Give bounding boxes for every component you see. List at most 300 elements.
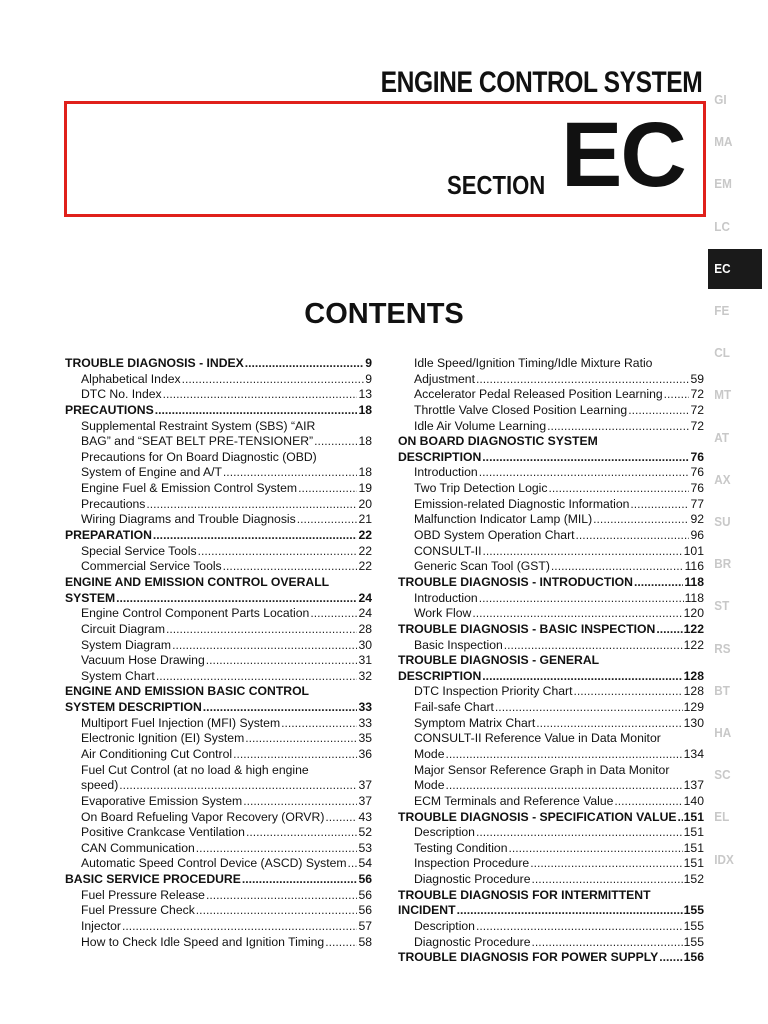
toc-entry[interactable]	[65, 684, 372, 700]
toc-leader-dots	[223, 559, 358, 575]
toc-entry[interactable]	[65, 591, 372, 607]
toc-entry[interactable]	[65, 841, 372, 857]
toc-entry[interactable]	[398, 465, 704, 481]
toc-entry-title: ON BOARD DIAGNOSTIC SYSTEM	[398, 434, 598, 449]
section-tab-su[interactable]: SU	[714, 514, 731, 529]
section-tab-rs[interactable]: RS	[714, 640, 731, 656]
toc-entry-title: Accelerator Pedal Released Position Learning	[414, 387, 663, 402]
toc-entry-title: DESCRIPTION	[398, 668, 482, 683]
toc-entry[interactable]	[398, 387, 704, 403]
toc-entry-title: TROUBLE DIAGNOSIS - GENERAL	[398, 653, 600, 668]
toc-entry[interactable]	[398, 434, 704, 450]
toc-entry-title: How to Check Idle Speed and Ignition Timing	[81, 934, 325, 949]
toc-entry[interactable]	[65, 450, 372, 466]
toc-entry[interactable]	[398, 512, 704, 528]
toc-page-number: 134	[683, 747, 704, 761]
section-tab-ha[interactable]: HA	[714, 725, 732, 740]
toc-entry[interactable]	[398, 372, 704, 388]
toc-leader-dots	[245, 356, 364, 372]
toc-entry-title: DESCRIPTION	[398, 449, 482, 464]
toc-leader-dots	[153, 528, 358, 544]
toc-entry-title: System Diagram	[81, 637, 172, 652]
toc-entry[interactable]	[65, 622, 372, 638]
toc-leader-dots	[530, 857, 682, 873]
toc-leader-dots	[659, 950, 682, 966]
toc-leader-dots	[551, 559, 684, 575]
toc-entry-title: TROUBLE DIAGNOSIS - BASIC INSPECTION	[398, 621, 656, 636]
toc-entry-title: Supplemental Restraint System (SBS) “AIR	[81, 418, 316, 433]
section-frame	[64, 101, 706, 217]
toc-entry-title: Vacuum Hose Drawing	[81, 653, 205, 668]
section-tab-mt[interactable]: MT	[714, 387, 732, 403]
toc-entry[interactable]	[398, 450, 704, 466]
toc-leader-dots	[146, 497, 357, 513]
toc-page-number: 151	[683, 856, 704, 871]
toc-page-number: 21	[358, 512, 372, 527]
toc-entry-title: Positive Crankcase Ventilation	[81, 825, 245, 840]
toc-entry-title: CONSULT-II Reference Value in Data Monitor	[414, 731, 661, 746]
toc-entry[interactable]	[65, 606, 372, 622]
toc-entry-title: DTC No. Index	[81, 387, 162, 402]
toc-leader-dots	[246, 825, 357, 841]
toc-leader-dots	[196, 841, 358, 857]
section-tab-ma[interactable]: MA	[714, 134, 733, 150]
toc-entry[interactable]	[65, 497, 372, 513]
toc-entry-title: TROUBLE DIAGNOSIS FOR POWER SUPPLY	[398, 950, 659, 965]
toc-entry[interactable]	[398, 778, 704, 794]
toc-entry-title: Description	[414, 825, 475, 840]
toc-entry[interactable]	[398, 419, 704, 435]
section-tab-lc[interactable]: LC	[714, 218, 730, 234]
toc-entry-title: Two Trip Detection Logic	[414, 481, 548, 496]
toc-page-number: 36	[358, 747, 372, 761]
toc-leader-dots	[483, 544, 683, 560]
toc-page-number: 129	[683, 700, 704, 715]
section-tab-ec[interactable]: EC	[708, 249, 762, 289]
toc-page-number: 76	[690, 449, 704, 464]
toc-page-number: 30	[358, 637, 372, 652]
toc-entry-title: Injector	[81, 919, 121, 934]
toc-page-number: 152	[683, 872, 704, 887]
toc-page-number: 18	[358, 465, 372, 480]
toc-leader-dots	[310, 606, 357, 622]
toc-page-number: 155	[683, 934, 704, 949]
toc-leader-dots	[479, 465, 690, 481]
toc-entry[interactable]	[398, 684, 704, 700]
toc-leader-dots	[446, 747, 683, 763]
toc-entry[interactable]	[398, 669, 704, 685]
toc-entry-title: ENGINE AND EMISSION CONTROL OVERALL	[65, 574, 330, 589]
toc-leader-dots	[156, 669, 358, 685]
toc-page-number: 28	[358, 621, 372, 636]
toc-leader-dots	[614, 794, 682, 810]
toc-page-number: 92	[690, 512, 704, 527]
toc-entry-title: TROUBLE DIAGNOSIS - INTRODUCTION	[398, 574, 633, 589]
toc-page-number: 22	[358, 543, 372, 558]
toc-entry[interactable]	[65, 903, 372, 919]
toc-entry-title: Symptom Matrix Chart	[414, 715, 536, 730]
toc-page-number: 122	[683, 637, 704, 652]
toc-entry-title: Idle Air Volume Learning	[414, 418, 547, 433]
toc-page-number: 22	[358, 528, 372, 543]
toc-page-number: 43	[358, 809, 372, 824]
toc-leader-dots	[664, 387, 690, 403]
section-tab-sc[interactable]: SC	[714, 767, 731, 783]
toc-entry-title: Emission-related Diagnostic Information	[414, 496, 630, 511]
toc-leader-dots	[630, 497, 689, 513]
toc-entry[interactable]	[65, 716, 372, 732]
toc-page-number: 18	[358, 402, 372, 417]
toc-entry-title: Mode	[414, 747, 445, 761]
toc-leader-dots	[482, 450, 689, 466]
toc-leader-dots	[457, 903, 683, 919]
toc-leader-dots	[348, 857, 358, 873]
toc-leader-dots	[325, 935, 357, 951]
toc-leader-dots	[678, 810, 683, 826]
toc-entry-title: PREPARATION	[65, 528, 152, 543]
toc-entry[interactable]	[398, 591, 704, 607]
toc-page-number: 35	[358, 731, 372, 746]
toc-entry-title: CONSULT-II	[414, 543, 482, 558]
toc-entry[interactable]	[65, 528, 372, 544]
section-tab-em[interactable]: EM	[714, 176, 732, 192]
toc-page-number: 76	[690, 481, 704, 496]
toc-page-number: 118	[684, 590, 704, 605]
toc-entry-title: Special Service Tools	[81, 543, 197, 558]
toc-entry[interactable]	[65, 403, 372, 419]
toc-leader-dots	[532, 872, 683, 888]
toc-leader-dots	[476, 372, 689, 388]
toc-entry[interactable]	[398, 841, 704, 857]
toc-entry-title: Adjustment	[414, 371, 475, 386]
toc-entry-title: Fuel Pressure Release	[81, 887, 205, 902]
toc-entry[interactable]	[65, 419, 372, 435]
toc-entry-title: Description	[414, 919, 475, 934]
toc-entry[interactable]	[65, 763, 372, 779]
toc-entry[interactable]	[65, 857, 372, 873]
toc-entry[interactable]	[398, 731, 704, 747]
toc-entry-title: System of Engine and A/T	[81, 465, 222, 480]
toc-entry[interactable]	[65, 794, 372, 810]
toc-entry[interactable]	[398, 919, 704, 935]
toc-page-number: 151	[683, 809, 704, 824]
toc-entry[interactable]	[65, 575, 372, 591]
toc-entry-title: Mode	[414, 778, 445, 793]
toc-entry-title: Work Flow	[414, 606, 472, 621]
toc-leader-dots	[206, 653, 358, 669]
toc-page-number: 33	[358, 715, 372, 730]
toc-entry[interactable]	[398, 763, 704, 779]
toc-page-number: 76	[690, 465, 704, 480]
toc-page-number: 96	[690, 528, 704, 543]
toc-leader-dots	[243, 794, 357, 810]
toc-entry-title: Throttle Valve Closed Position Learning	[414, 402, 628, 417]
toc-page-number: 120	[683, 606, 704, 621]
section-tab-bt[interactable]: BT	[714, 682, 730, 698]
toc-leader-dots	[198, 544, 358, 560]
toc-leader-dots	[593, 512, 689, 528]
toc-entry[interactable]	[398, 747, 704, 763]
toc-leader-dots	[476, 919, 683, 935]
toc-leader-dots	[548, 481, 689, 497]
section-tab-el[interactable]: EL	[714, 809, 730, 825]
toc-leader-dots	[504, 638, 683, 654]
toc-page-number: 58	[358, 934, 372, 949]
toc-entry[interactable]	[398, 356, 704, 372]
toc-entry-title: Diagnostic Procedure	[414, 872, 531, 887]
toc-leader-dots	[482, 669, 682, 685]
toc-entry[interactable]	[398, 528, 704, 544]
toc-page-number: 52	[358, 825, 372, 840]
section-tab-st[interactable]: ST	[714, 598, 730, 614]
toc-leader-dots	[119, 778, 357, 794]
toc-page-number: 56	[358, 887, 372, 902]
toc-leader-dots	[172, 638, 357, 654]
section-title: ENGINE CONTROL SYSTEM	[380, 66, 702, 99]
toc-page-number: 56	[358, 903, 372, 918]
toc-entry[interactable]	[398, 622, 704, 638]
toc-entry[interactable]	[65, 872, 372, 888]
toc-entry[interactable]	[398, 403, 704, 419]
toc-leader-dots	[223, 465, 358, 481]
toc-page-number: 151	[683, 840, 704, 855]
toc-leader-dots	[281, 716, 357, 732]
toc-entry-title: ENGINE AND EMISSION BASIC CONTROL	[65, 684, 309, 699]
toc-page-number: 20	[358, 496, 372, 511]
toc-page-number: 9	[365, 356, 372, 370]
toc-entry[interactable]	[65, 387, 372, 403]
toc-entry-title: Alphabetical Index	[81, 371, 181, 386]
toc-entry[interactable]	[398, 872, 704, 888]
toc-entry-title: Electronic Ignition (EI) System	[81, 731, 245, 746]
toc-entry[interactable]	[65, 747, 372, 763]
toc-entry[interactable]	[65, 638, 372, 654]
toc-entry-title: Idle Speed/Ignition Timing/Idle Mixture Ratio	[414, 356, 653, 370]
toc-entry-title: PRECAUTIONS	[65, 402, 154, 417]
toc-entry-title: CAN Communication	[81, 840, 195, 855]
toc-page-number: 130	[683, 715, 704, 730]
toc-page-number: 72	[690, 418, 704, 433]
contents-heading: CONTENTS	[304, 298, 464, 330]
toc-entry[interactable]	[65, 810, 372, 826]
toc-entry-title: Fuel Pressure Check	[81, 903, 195, 918]
toc-entry[interactable]	[398, 497, 704, 513]
toc-entry[interactable]	[398, 638, 704, 654]
toc-entry-title: Diagnostic Procedure	[414, 934, 531, 949]
toc-leader-dots	[472, 606, 682, 622]
toc-page-number: 77	[690, 496, 704, 511]
toc-leader-dots	[536, 716, 682, 732]
toc-column-left	[65, 356, 372, 950]
section-tab-at[interactable]: AT	[714, 429, 730, 445]
toc-page-number: 155	[683, 919, 704, 934]
toc-page-number: 31	[358, 653, 372, 668]
section-label: SECTION	[447, 170, 546, 200]
toc-entry[interactable]	[398, 950, 704, 966]
toc-leader-dots	[203, 700, 358, 716]
toc-entry[interactable]	[65, 731, 372, 747]
toc-entry-title: Major Sensor Reference Graph in Data Monitor	[414, 762, 670, 777]
toc-entry-title: INCIDENT	[398, 903, 456, 918]
toc-entry-title: Fuel Cut Control (at no load & high engine	[81, 762, 309, 777]
toc-page-number: 56	[358, 872, 372, 887]
toc-entry-title: TROUBLE DIAGNOSIS - INDEX	[65, 356, 244, 370]
toc-leader-dots	[233, 747, 357, 763]
toc-entry-title: Fail-safe Chart	[414, 700, 494, 715]
toc-entry[interactable]	[65, 700, 372, 716]
section-tab-cl[interactable]: CL	[714, 345, 730, 361]
toc-leader-dots	[495, 700, 683, 716]
toc-entry[interactable]	[398, 935, 704, 951]
toc-entry[interactable]	[65, 825, 372, 841]
toc-page-number: 18	[358, 434, 372, 449]
toc-entry[interactable]	[398, 857, 704, 873]
toc-column-right	[398, 356, 704, 966]
toc-leader-dots	[325, 810, 357, 826]
toc-entry[interactable]	[65, 434, 372, 450]
toc-entry[interactable]	[65, 935, 372, 951]
toc-entry-title: Precautions	[81, 496, 146, 511]
toc-entry-title: Introduction	[414, 465, 478, 480]
toc-entry-title: DTC Inspection Priority Chart	[414, 684, 573, 699]
toc-page-number: 128	[683, 684, 704, 699]
toc-leader-dots	[206, 888, 357, 904]
toc-page-number: 72	[690, 387, 704, 402]
toc-entry-title: Inspection Procedure	[414, 856, 530, 871]
toc-entry-title: Circuit Diagram	[81, 621, 165, 636]
toc-entry-title: ECM Terminals and Reference Value	[414, 793, 614, 808]
section-tab-gi[interactable]: GI	[714, 92, 727, 107]
toc-page-number: 72	[690, 402, 704, 417]
toc-entry-title: Precautions for On Board Diagnostic (OBD)	[81, 449, 317, 464]
toc-page-number: 101	[683, 543, 704, 558]
toc-page-number: 24	[358, 590, 372, 605]
toc-page-number: 9	[365, 371, 372, 386]
toc-page-number: 140	[683, 793, 704, 808]
toc-page-number: 128	[683, 668, 704, 683]
toc-entry-title: Introduction	[414, 590, 478, 605]
toc-entry[interactable]	[398, 903, 704, 919]
toc-entry-title: TROUBLE DIAGNOSIS - SPECIFICATION VALUE	[398, 809, 677, 824]
toc-entry[interactable]	[65, 888, 372, 904]
toc-entry[interactable]	[398, 544, 704, 560]
toc-leader-dots	[298, 481, 357, 497]
toc-leader-dots	[163, 387, 358, 403]
toc-entry[interactable]	[65, 919, 372, 935]
toc-page-number: 155	[683, 903, 704, 918]
toc-entry-title: Wiring Diagrams and Trouble Diagnosis	[81, 512, 296, 527]
toc-entry[interactable]	[398, 716, 704, 732]
toc-leader-dots	[245, 731, 357, 747]
toc-entry[interactable]	[398, 653, 704, 669]
toc-leader-dots	[314, 434, 357, 450]
toc-entry-title: Generic Scan Tool (GST)	[414, 559, 550, 574]
toc-page-number: 37	[358, 778, 372, 793]
toc-page-number: 137	[683, 778, 704, 793]
toc-leader-dots	[446, 778, 683, 794]
toc-entry[interactable]	[398, 888, 704, 904]
toc-page-number: 156	[683, 950, 704, 965]
toc-leader-dots	[242, 872, 358, 888]
toc-entry[interactable]	[398, 810, 704, 826]
section-tab-br[interactable]: BR	[714, 556, 732, 572]
toc-page-number: 59	[690, 371, 704, 386]
toc-leader-dots	[656, 622, 682, 638]
section-code: EC	[561, 104, 685, 206]
toc-entry-title: SYSTEM DESCRIPTION	[65, 700, 202, 715]
toc-entry[interactable]	[65, 372, 372, 388]
toc-leader-dots	[576, 528, 690, 544]
toc-entry[interactable]	[65, 653, 372, 669]
toc-page-number: 33	[358, 700, 372, 715]
toc-entry-title: Commercial Service Tools	[81, 559, 222, 574]
section-tab-idx[interactable]: IDX	[714, 851, 734, 867]
toc-entry[interactable]	[398, 825, 704, 841]
toc-entry-title: Air Conditioning Cut Control	[81, 747, 233, 761]
toc-page-number: 37	[358, 793, 372, 808]
toc-entry-title: BAG” and “SEAT BELT PRE-TENSIONER”	[81, 434, 314, 449]
toc-entry[interactable]	[65, 356, 372, 372]
toc-entry-title: Malfunction Indicator Lamp (MIL)	[414, 512, 593, 527]
toc-entry-title: Testing Condition	[414, 840, 508, 855]
toc-entry-title: SYSTEM	[65, 590, 116, 605]
toc-entry[interactable]	[398, 794, 704, 810]
toc-page-number: 57	[358, 919, 372, 934]
toc-leader-dots	[166, 622, 357, 638]
toc-entry[interactable]	[65, 481, 372, 497]
toc-entry-title: System Chart	[81, 668, 155, 683]
toc-entry-title: Basic Inspection	[414, 637, 503, 652]
toc-leader-dots	[476, 825, 683, 841]
toc-page-number: 151	[683, 825, 704, 840]
toc-page-number: 118	[684, 574, 704, 589]
toc-page-number: 116	[684, 559, 704, 574]
section-tab-ax[interactable]: AX	[714, 471, 731, 487]
toc-entry-title: BASIC SERVICE PROCEDURE	[65, 872, 241, 887]
toc-entry[interactable]	[65, 544, 372, 560]
toc-leader-dots	[479, 591, 684, 607]
toc-page-number: 24	[358, 606, 372, 621]
toc-entry-title: Engine Fuel & Emission Control System	[81, 481, 298, 496]
toc-entry[interactable]	[398, 559, 704, 575]
toc-leader-dots	[182, 372, 365, 388]
toc-page-number: 122	[683, 621, 704, 636]
toc-entry[interactable]	[65, 465, 372, 481]
toc-entry[interactable]	[398, 481, 704, 497]
toc-entry[interactable]	[65, 512, 372, 528]
toc-page-number: 53	[358, 840, 372, 855]
toc-leader-dots	[532, 935, 683, 951]
toc-entry[interactable]	[65, 559, 372, 575]
toc-entry[interactable]	[65, 778, 372, 794]
toc-entry-title: speed)	[81, 778, 119, 793]
toc-entry[interactable]	[65, 669, 372, 685]
toc-entry[interactable]	[398, 575, 704, 591]
toc-entry-title: Automatic Speed Control Device (ASCD) System	[81, 856, 347, 871]
toc-entry-title: Engine Control Component Parts Location	[81, 606, 310, 621]
toc-entry-title: TROUBLE DIAGNOSIS FOR INTERMITTENT	[398, 887, 651, 902]
toc-leader-dots	[628, 403, 689, 419]
section-tab-fe[interactable]: FE	[714, 303, 730, 318]
toc-leader-dots	[155, 403, 358, 419]
toc-entry-title: OBD System Operation Chart	[414, 528, 575, 543]
toc-entry[interactable]	[398, 700, 704, 716]
toc-entry[interactable]	[398, 606, 704, 622]
toc-page-number: 22	[358, 559, 372, 574]
toc-leader-dots	[574, 684, 683, 700]
toc-leader-dots	[122, 919, 357, 935]
toc-entry-title: Evaporative Emission System	[81, 793, 243, 808]
